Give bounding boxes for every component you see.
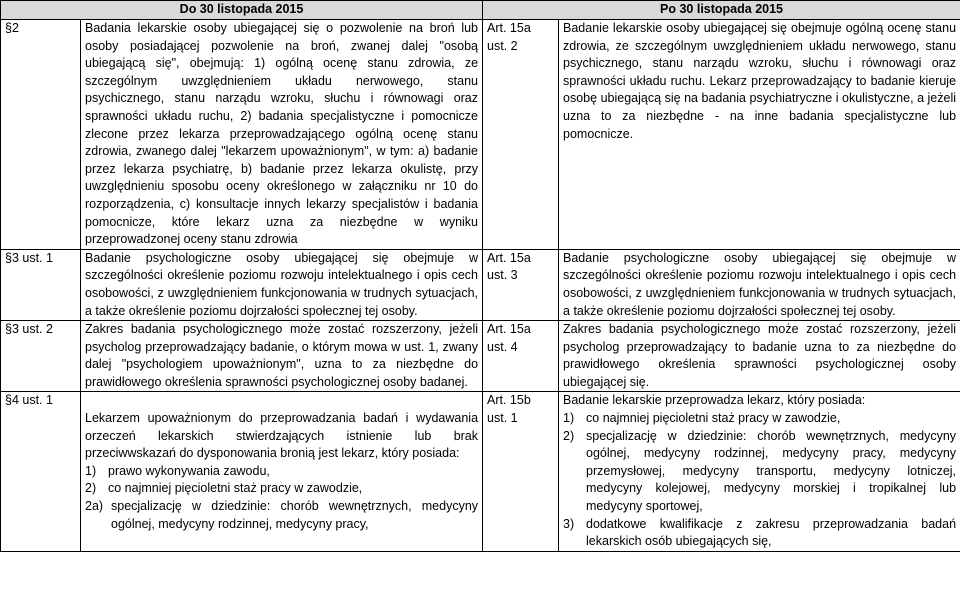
old-reference: §4 ust. 1 — [1, 392, 81, 551]
old-reference: §3 ust. 2 — [1, 321, 81, 392]
table-row — [1, 321, 960, 392]
list-item-number: 1) — [563, 411, 575, 426]
list-item-text: prawo wykonywania zawodu, — [108, 463, 270, 478]
list-item-number: 1) — [85, 463, 97, 478]
old-reference: §2 — [1, 20, 81, 250]
list-item-number: 3) — [563, 516, 575, 531]
table-row — [1, 249, 960, 320]
old-provision-intro: Lekarzem upoważnionym do przeprowadzania badań i wydawania orzeczeń lekarskich stwierdzających istnienie lub brak przeciwwskazań do dysponowania bronią jest lekarz, który posiada: — [85, 411, 479, 461]
new-provision-list — [563, 410, 956, 551]
list-item — [563, 428, 956, 516]
old-provision-text: Badanie psychologiczne osoby ubiegającej się obejmuje w szczególności określenie poziomu rozwoju intelektualnego i opis cech osobowości, z uwzględnieniem funkcjonowania w trudnych sytuacjach, a także określenie poziomu dojrzałości społecznej tej osoby. — [81, 249, 483, 320]
header-after: Po 30 listopada 2015 — [483, 1, 960, 20]
table-row — [1, 392, 960, 551]
new-provision-text: Badanie lekarskie osoby ubiegającej się obejmuje ogólną ocenę stanu zdrowia, ze szczególnym uwzględnieniem układu nerwowego, stanu psychicznego, stanu narządu wzroku, słuchu i równowagi oraz sprawności układu ruchu. Lekarz przeprowadzający to badanie kieruje osobę ubiegającą się na badania psychiatryczne i okulistyczne, a jeżeli uzna to za niezbędne - na inne badania specjalistyczne lub pomocnicze. — [559, 20, 960, 250]
list-item — [563, 410, 956, 428]
list-item-number: 2) — [563, 428, 575, 443]
list-item — [85, 463, 478, 481]
old-provision-text: Badania lekarskie osoby ubiegającej się o pozwolenie na broń lub osoby posiadającej pozwolenie na broń, zwanej dalej "osobą ubiegającą się", obejmują: 1) ogólną ocenę stanu zdrowia, ze szczególnym uwzględnieniem układu nerwowego, stanu psychicznego, stanu narządu wzroku, słuchu i równowagi oraz sprawności układu ruchu, 2) badania specjalistyczne i pomocnicze zlecone przez lekarza przeprowadzającego ogólną ocenę stanu zdrowia, zwanego dalej "lekarzem upoważnionym", w tym: a) badanie przez lekarza psychiatrę, b) badanie przez lekarza okulistę, przy uwzględnieniu sposobu oceny określonego w załączniku nr 10 do rozporządzenia, c) konsultacje innych lekarzy specjalistów i badania pomocnicze, które lekarz uzna za niezbędne w wyniku przeprowadzonej oceny stanu zdrowia — [81, 20, 483, 250]
new-reference: Art. 15b ust. 1 — [483, 392, 559, 551]
old-provision-cell — [81, 392, 483, 551]
list-item-text: specjalizację w dziedzinie: chorób wewnętrznych, medycyny ogólnej, medycyny rodzinnej, medycyny pracy, — [111, 499, 479, 531]
table-row — [1, 20, 960, 250]
old-reference: §3 ust. 1 — [1, 249, 81, 320]
list-item-text: dodatkowe kwalifikacje z zakresu przeprowadzania badań lekarskich osób ubiegających się, — [586, 516, 957, 549]
header-row — [1, 1, 960, 20]
list-item — [85, 480, 478, 498]
list-item — [85, 498, 478, 533]
new-provision-intro: Badanie lekarskie przeprowadza lekarz, który posiada: — [563, 393, 866, 408]
new-reference: Art. 15a ust. 3 — [483, 249, 559, 320]
list-item-text: co najmniej pięcioletni staż pracy w zawodzie, — [586, 411, 841, 426]
list-item-number: 2) — [85, 481, 97, 496]
old-provision-text: Zakres badania psychologicznego może zostać rozszerzony, jeżeli psycholog przeprowadzający badanie, o którym mowa w ust. 1, zwany dalej "psychologiem upoważnionym", uzna to za niezbędne do prawidłowego określenia sprawności psychologicznej osoby badanej. — [81, 321, 483, 392]
new-provision-text: Zakres badania psychologicznego może zostać rozszerzony, jeżeli psycholog przeprowadzający to badanie uzna to za niezbędne do prawidłowego określenia sprawności psychologicznej osoby ubiegającej się. — [559, 321, 960, 392]
new-reference: Art. 15a ust. 2 — [483, 20, 559, 250]
new-reference: Art. 15a ust. 4 — [483, 321, 559, 392]
list-item-text: co najmniej pięcioletni staż pracy w zawodzie, — [108, 481, 363, 496]
list-item-text: specjalizację w dziedzinie: chorób wewnętrznych, medycyny ogólnej, medycyny rodzinnej, medycyny pracy, medycyny przemysłowej, medycyny transportu, medycyny lotniczej, medycyny kolejowej, medycyny morskiej i tropikalnej lub medycyny sportowej, — [586, 428, 957, 514]
list-item-number: 2a) — [85, 499, 104, 514]
new-provision-text: Badanie psychologiczne osoby ubiegającej się obejmuje w szczególności określenie poziomu rozwoju intelektualnego i opis cech osobowości, z uwzględnieniem funkcjonowania w trudnych sytuacjach, a także określenie poziomu dojrzałości społecznej tej osoby. — [559, 249, 960, 320]
old-provision-list — [85, 463, 478, 533]
header-before: Do 30 listopada 2015 — [1, 1, 483, 20]
list-item — [563, 516, 956, 551]
new-provision-cell — [559, 392, 960, 551]
